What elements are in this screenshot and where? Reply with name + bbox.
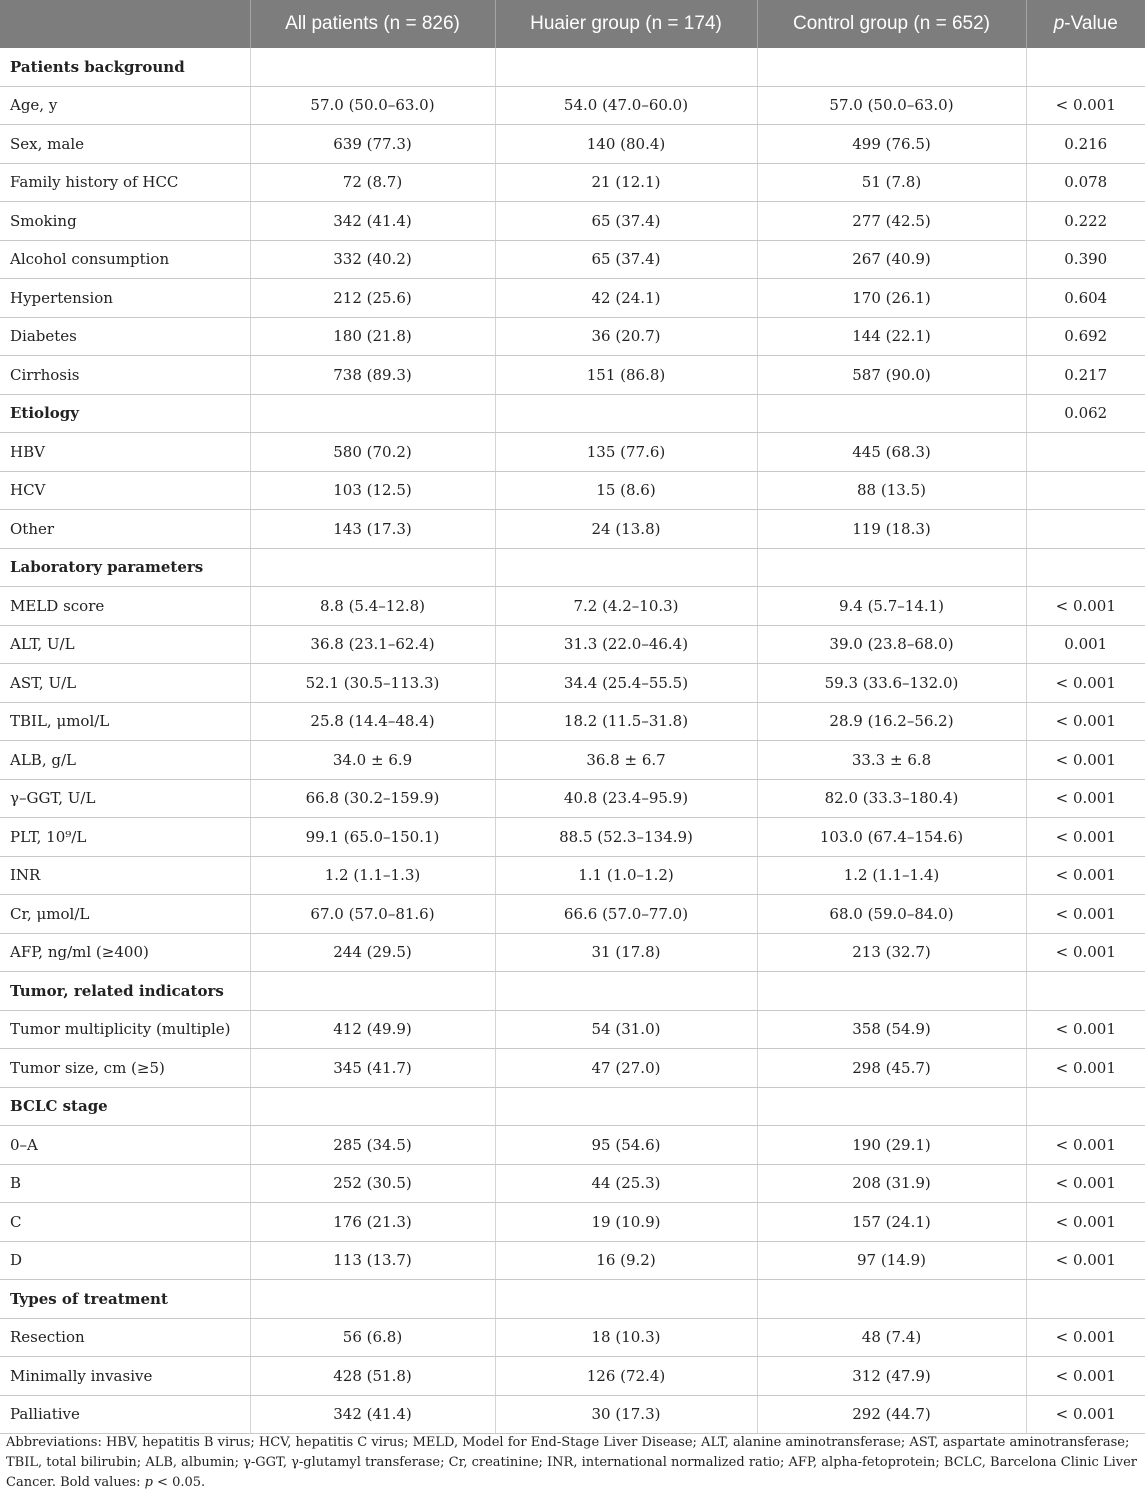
cell-huaier-group: 31 (17.8): [495, 933, 757, 972]
footnote-tail: < 0.05.: [152, 1475, 206, 1490]
cell-control-group: 1.2 (1.1–1.4): [757, 856, 1026, 895]
cell-huaier-group: 15 (8.6): [495, 471, 757, 510]
table-row: [0, 664, 1145, 703]
cell-control-group: [757, 972, 1026, 1011]
cell-huaier-group: 19 (10.9): [495, 1203, 757, 1242]
cell-all-patients: [250, 48, 495, 86]
cell-control-group: 587 (90.0): [757, 356, 1026, 395]
cell-p-value: 0.217: [1026, 356, 1145, 395]
cell-huaier-group: 65 (37.4): [495, 202, 757, 241]
cell-huaier-group: [495, 1280, 757, 1319]
cell-huaier-group: 54.0 (47.0–60.0): [495, 86, 757, 125]
cell-huaier-group: 126 (72.4): [495, 1357, 757, 1396]
cell-control-group: 267 (40.9): [757, 240, 1026, 279]
cell-all-patients: 428 (51.8): [250, 1357, 495, 1396]
header-row: [0, 0, 1145, 48]
footnote-text: Abbreviations: HBV, hepatitis B virus; HCV, hepatitis C virus; MELD, Model for End-Stage Liver Disease; ALT, alanine aminotransferase; AST, aspartate aminotransferase; TBIL, total bilirubin; ALB, albumin; γ-GGT, γ-glutamyl transferase; Cr, creatinine; INR, international normalized ratio; AFP, alpha-fetoprotein; BCLC, Barcelona Clinic Liver Cancer. Bold values:: [6, 1435, 1138, 1490]
cell-huaier-group: 31.3 (22.0–46.4): [495, 625, 757, 664]
cell-control-group: 277 (42.5): [757, 202, 1026, 241]
cell-control-group: 144 (22.1): [757, 317, 1026, 356]
cell-huaier-group: [495, 394, 757, 433]
cell-variable: C: [0, 1203, 250, 1242]
cell-huaier-group: 1.1 (1.0–1.2): [495, 856, 757, 895]
cell-huaier-group: 24 (13.8): [495, 510, 757, 549]
cell-huaier-group: 40.8 (23.4–95.9): [495, 779, 757, 818]
cell-control-group: [757, 1087, 1026, 1126]
cell-variable: Sex, male: [0, 125, 250, 164]
cell-control-group: [757, 48, 1026, 86]
cell-p-value: < 0.001: [1026, 1357, 1145, 1396]
cell-huaier-group: [495, 48, 757, 86]
table-row: [0, 1126, 1145, 1165]
cell-all-patients: 143 (17.3): [250, 510, 495, 549]
cell-control-group: 39.0 (23.8–68.0): [757, 625, 1026, 664]
table-row: [0, 856, 1145, 895]
cell-all-patients: 99.1 (65.0–150.1): [250, 818, 495, 857]
cell-control-group: 51 (7.8): [757, 163, 1026, 202]
cell-p-value: < 0.001: [1026, 741, 1145, 780]
cell-all-patients: 72 (8.7): [250, 163, 495, 202]
cell-huaier-group: 88.5 (52.3–134.9): [495, 818, 757, 857]
cell-huaier-group: 36.8 ± 6.7: [495, 741, 757, 780]
cell-variable: BCLC stage: [0, 1087, 250, 1126]
cell-huaier-group: 36 (20.7): [495, 317, 757, 356]
cell-control-group: 208 (31.9): [757, 1164, 1026, 1203]
cell-control-group: 445 (68.3): [757, 433, 1026, 472]
table-row: [0, 702, 1145, 741]
cell-p-value: < 0.001: [1026, 779, 1145, 818]
cell-variable: Cirrhosis: [0, 356, 250, 395]
cell-control-group: 103.0 (67.4–154.6): [757, 818, 1026, 857]
cell-variable: PLT, 10⁹/L: [0, 818, 250, 857]
cell-control-group: 358 (54.9): [757, 1010, 1026, 1049]
header-huaier-group: Huaier group (n = 174): [495, 0, 757, 48]
cell-control-group: 97 (14.9): [757, 1241, 1026, 1280]
cell-p-value: < 0.001: [1026, 1318, 1145, 1357]
cell-p-value: 0.390: [1026, 240, 1145, 279]
table-row: [0, 895, 1145, 934]
cell-variable: D: [0, 1241, 250, 1280]
table-row: [0, 163, 1145, 202]
cell-all-patients: 1.2 (1.1–1.3): [250, 856, 495, 895]
table-row: [0, 1049, 1145, 1088]
cell-all-patients: 285 (34.5): [250, 1126, 495, 1165]
cell-variable: Age, y: [0, 86, 250, 125]
cell-p-value: [1026, 433, 1145, 472]
cell-p-value: [1026, 48, 1145, 86]
table-row: [0, 202, 1145, 241]
cell-all-patients: 252 (30.5): [250, 1164, 495, 1203]
header-control-group: Control group (n = 652): [757, 0, 1026, 48]
cell-all-patients: 212 (25.6): [250, 279, 495, 318]
cell-all-patients: 639 (77.3): [250, 125, 495, 164]
header-p-italic: p: [1053, 13, 1065, 34]
cell-all-patients: 113 (13.7): [250, 1241, 495, 1280]
cell-control-group: 88 (13.5): [757, 471, 1026, 510]
cell-p-value: 0.001: [1026, 625, 1145, 664]
cell-all-patients: 738 (89.3): [250, 356, 495, 395]
cell-p-value: < 0.001: [1026, 86, 1145, 125]
cell-p-value: 0.222: [1026, 202, 1145, 241]
cell-all-patients: [250, 394, 495, 433]
cell-variable: AFP, ng/ml (≥400): [0, 933, 250, 972]
cell-control-group: [757, 1280, 1026, 1319]
table-row: [0, 86, 1145, 125]
cell-all-patients: 412 (49.9): [250, 1010, 495, 1049]
cell-control-group: 292 (44.7): [757, 1395, 1026, 1434]
cell-huaier-group: 151 (86.8): [495, 356, 757, 395]
cell-variable: Diabetes: [0, 317, 250, 356]
cell-all-patients: [250, 1087, 495, 1126]
table-row: [0, 356, 1145, 395]
table-row: [0, 933, 1145, 972]
cell-variable: HBV: [0, 433, 250, 472]
cell-variable: Etiology: [0, 394, 250, 433]
cell-variable: Tumor size, cm (≥5): [0, 1049, 250, 1088]
table-row: [0, 279, 1145, 318]
cell-huaier-group: 7.2 (4.2–10.3): [495, 587, 757, 626]
cell-all-patients: 244 (29.5): [250, 933, 495, 972]
cell-variable: Laboratory parameters: [0, 548, 250, 587]
cell-variable: Tumor multiplicity (multiple): [0, 1010, 250, 1049]
cell-huaier-group: 140 (80.4): [495, 125, 757, 164]
cell-control-group: [757, 548, 1026, 587]
cell-variable: B: [0, 1164, 250, 1203]
cell-huaier-group: 135 (77.6): [495, 433, 757, 472]
table-row: [0, 433, 1145, 472]
header-variable: [0, 0, 250, 48]
cell-all-patients: 25.8 (14.4–48.4): [250, 702, 495, 741]
cell-control-group: 33.3 ± 6.8: [757, 741, 1026, 780]
cell-control-group: 312 (47.9): [757, 1357, 1026, 1396]
cell-p-value: 0.216: [1026, 125, 1145, 164]
cell-p-value: < 0.001: [1026, 1049, 1145, 1088]
cell-control-group: 57.0 (50.0–63.0): [757, 86, 1026, 125]
table-body: [0, 48, 1145, 1434]
cell-all-patients: 345 (41.7): [250, 1049, 495, 1088]
table-row: [0, 1010, 1145, 1049]
cell-p-value: 0.078: [1026, 163, 1145, 202]
section-header-row: [0, 394, 1145, 433]
cell-huaier-group: [495, 548, 757, 587]
cell-variable: Alcohol consumption: [0, 240, 250, 279]
cell-all-patients: 52.1 (30.5–113.3): [250, 664, 495, 703]
cell-control-group: 157 (24.1): [757, 1203, 1026, 1242]
cell-variable: INR: [0, 856, 250, 895]
cell-control-group: 28.9 (16.2–56.2): [757, 702, 1026, 741]
cell-control-group: [757, 394, 1026, 433]
cell-variable: Minimally invasive: [0, 1357, 250, 1396]
cell-all-patients: 103 (12.5): [250, 471, 495, 510]
cell-huaier-group: 44 (25.3): [495, 1164, 757, 1203]
cell-huaier-group: 21 (12.1): [495, 163, 757, 202]
cell-control-group: 213 (32.7): [757, 933, 1026, 972]
cell-all-patients: [250, 972, 495, 1011]
cell-variable: ALT, U/L: [0, 625, 250, 664]
cell-huaier-group: [495, 1087, 757, 1126]
cell-p-value: < 0.001: [1026, 856, 1145, 895]
section-header-row: [0, 972, 1145, 1011]
cell-all-patients: [250, 1280, 495, 1319]
cell-all-patients: 57.0 (50.0–63.0): [250, 86, 495, 125]
cell-p-value: 0.692: [1026, 317, 1145, 356]
cell-p-value: < 0.001: [1026, 933, 1145, 972]
cell-control-group: 119 (18.3): [757, 510, 1026, 549]
cell-huaier-group: 18 (10.3): [495, 1318, 757, 1357]
cell-variable: Resection: [0, 1318, 250, 1357]
table-row: [0, 741, 1145, 780]
table-row: [0, 125, 1145, 164]
cell-p-value: < 0.001: [1026, 895, 1145, 934]
cell-control-group: 82.0 (33.3–180.4): [757, 779, 1026, 818]
cell-huaier-group: 54 (31.0): [495, 1010, 757, 1049]
cell-huaier-group: 65 (37.4): [495, 240, 757, 279]
table-row: [0, 625, 1145, 664]
cell-all-patients: 342 (41.4): [250, 1395, 495, 1434]
cell-variable: Palliative: [0, 1395, 250, 1434]
cell-p-value: [1026, 548, 1145, 587]
cell-p-value: < 0.001: [1026, 587, 1145, 626]
cell-all-patients: 342 (41.4): [250, 202, 495, 241]
cell-p-value: 0.062: [1026, 394, 1145, 433]
table-row: [0, 471, 1145, 510]
cell-p-value: < 0.001: [1026, 1395, 1145, 1434]
cell-p-value: [1026, 972, 1145, 1011]
cell-variable: TBIL, μmol/L: [0, 702, 250, 741]
table-row: [0, 779, 1145, 818]
cell-variable: Other: [0, 510, 250, 549]
cell-all-patients: 180 (21.8): [250, 317, 495, 356]
cell-huaier-group: 18.2 (11.5–31.8): [495, 702, 757, 741]
table-row: [0, 510, 1145, 549]
table-row: [0, 1395, 1145, 1434]
section-header-row: [0, 48, 1145, 86]
footnote-p-italic: p: [144, 1475, 153, 1490]
cell-p-value: < 0.001: [1026, 818, 1145, 857]
cell-variable: Smoking: [0, 202, 250, 241]
table-row: [0, 1357, 1145, 1396]
cell-all-patients: [250, 548, 495, 587]
cell-variable: Family history of HCC: [0, 163, 250, 202]
cell-variable: HCV: [0, 471, 250, 510]
table-row: [0, 818, 1145, 857]
cell-p-value: [1026, 1087, 1145, 1126]
cell-huaier-group: 95 (54.6): [495, 1126, 757, 1165]
header-p-value: [1026, 0, 1145, 48]
cell-control-group: 48 (7.4): [757, 1318, 1026, 1357]
cell-p-value: [1026, 1280, 1145, 1319]
cell-p-value: < 0.001: [1026, 1241, 1145, 1280]
cell-variable: Cr, μmol/L: [0, 895, 250, 934]
cell-variable: Tumor, related indicators: [0, 972, 250, 1011]
table-footnote: [6, 1433, 1141, 1493]
cell-control-group: 68.0 (59.0–84.0): [757, 895, 1026, 934]
cell-control-group: 190 (29.1): [757, 1126, 1026, 1165]
cell-huaier-group: 16 (9.2): [495, 1241, 757, 1280]
table-row: [0, 1318, 1145, 1357]
cell-variable: 0–A: [0, 1126, 250, 1165]
cell-all-patients: 36.8 (23.1–62.4): [250, 625, 495, 664]
cell-p-value: < 0.001: [1026, 664, 1145, 703]
cell-huaier-group: 30 (17.3): [495, 1395, 757, 1434]
cell-p-value: [1026, 471, 1145, 510]
section-header-row: [0, 548, 1145, 587]
cell-control-group: 59.3 (33.6–132.0): [757, 664, 1026, 703]
cell-p-value: < 0.001: [1026, 1203, 1145, 1242]
table-row: [0, 317, 1145, 356]
cell-variable: AST, U/L: [0, 664, 250, 703]
table-row: [0, 1203, 1145, 1242]
section-header-row: [0, 1280, 1145, 1319]
cell-all-patients: 66.8 (30.2–159.9): [250, 779, 495, 818]
cell-control-group: 9.4 (5.7–14.1): [757, 587, 1026, 626]
cell-huaier-group: [495, 972, 757, 1011]
cell-all-patients: 34.0 ± 6.9: [250, 741, 495, 780]
cell-all-patients: 176 (21.3): [250, 1203, 495, 1242]
cell-p-value: [1026, 510, 1145, 549]
cell-p-value: < 0.001: [1026, 1164, 1145, 1203]
cell-p-value: 0.604: [1026, 279, 1145, 318]
cell-all-patients: 332 (40.2): [250, 240, 495, 279]
table-row: [0, 240, 1145, 279]
table-row: [0, 1164, 1145, 1203]
cell-variable: MELD score: [0, 587, 250, 626]
header-p-rest: -Value: [1064, 13, 1118, 34]
cell-variable: Patients background: [0, 48, 250, 86]
cell-huaier-group: 66.6 (57.0–77.0): [495, 895, 757, 934]
cell-huaier-group: 42 (24.1): [495, 279, 757, 318]
cell-all-patients: 580 (70.2): [250, 433, 495, 472]
cell-control-group: 499 (76.5): [757, 125, 1026, 164]
table-row: [0, 587, 1145, 626]
section-header-row: [0, 1087, 1145, 1126]
cell-control-group: 298 (45.7): [757, 1049, 1026, 1088]
cell-p-value: < 0.001: [1026, 1126, 1145, 1165]
cell-variable: γ–GGT, U/L: [0, 779, 250, 818]
cell-huaier-group: 47 (27.0): [495, 1049, 757, 1088]
cell-all-patients: 56 (6.8): [250, 1318, 495, 1357]
cell-variable: ALB, g/L: [0, 741, 250, 780]
cell-all-patients: 67.0 (57.0–81.6): [250, 895, 495, 934]
cell-control-group: 170 (26.1): [757, 279, 1026, 318]
cell-huaier-group: 34.4 (25.4–55.5): [495, 664, 757, 703]
cell-variable: Hypertension: [0, 279, 250, 318]
cell-p-value: < 0.001: [1026, 1010, 1145, 1049]
cell-variable: Types of treatment: [0, 1280, 250, 1319]
header-all-patients: All patients (n = 826): [250, 0, 495, 48]
cell-all-patients: 8.8 (5.4–12.8): [250, 587, 495, 626]
cell-p-value: < 0.001: [1026, 702, 1145, 741]
table-row: [0, 1241, 1145, 1280]
